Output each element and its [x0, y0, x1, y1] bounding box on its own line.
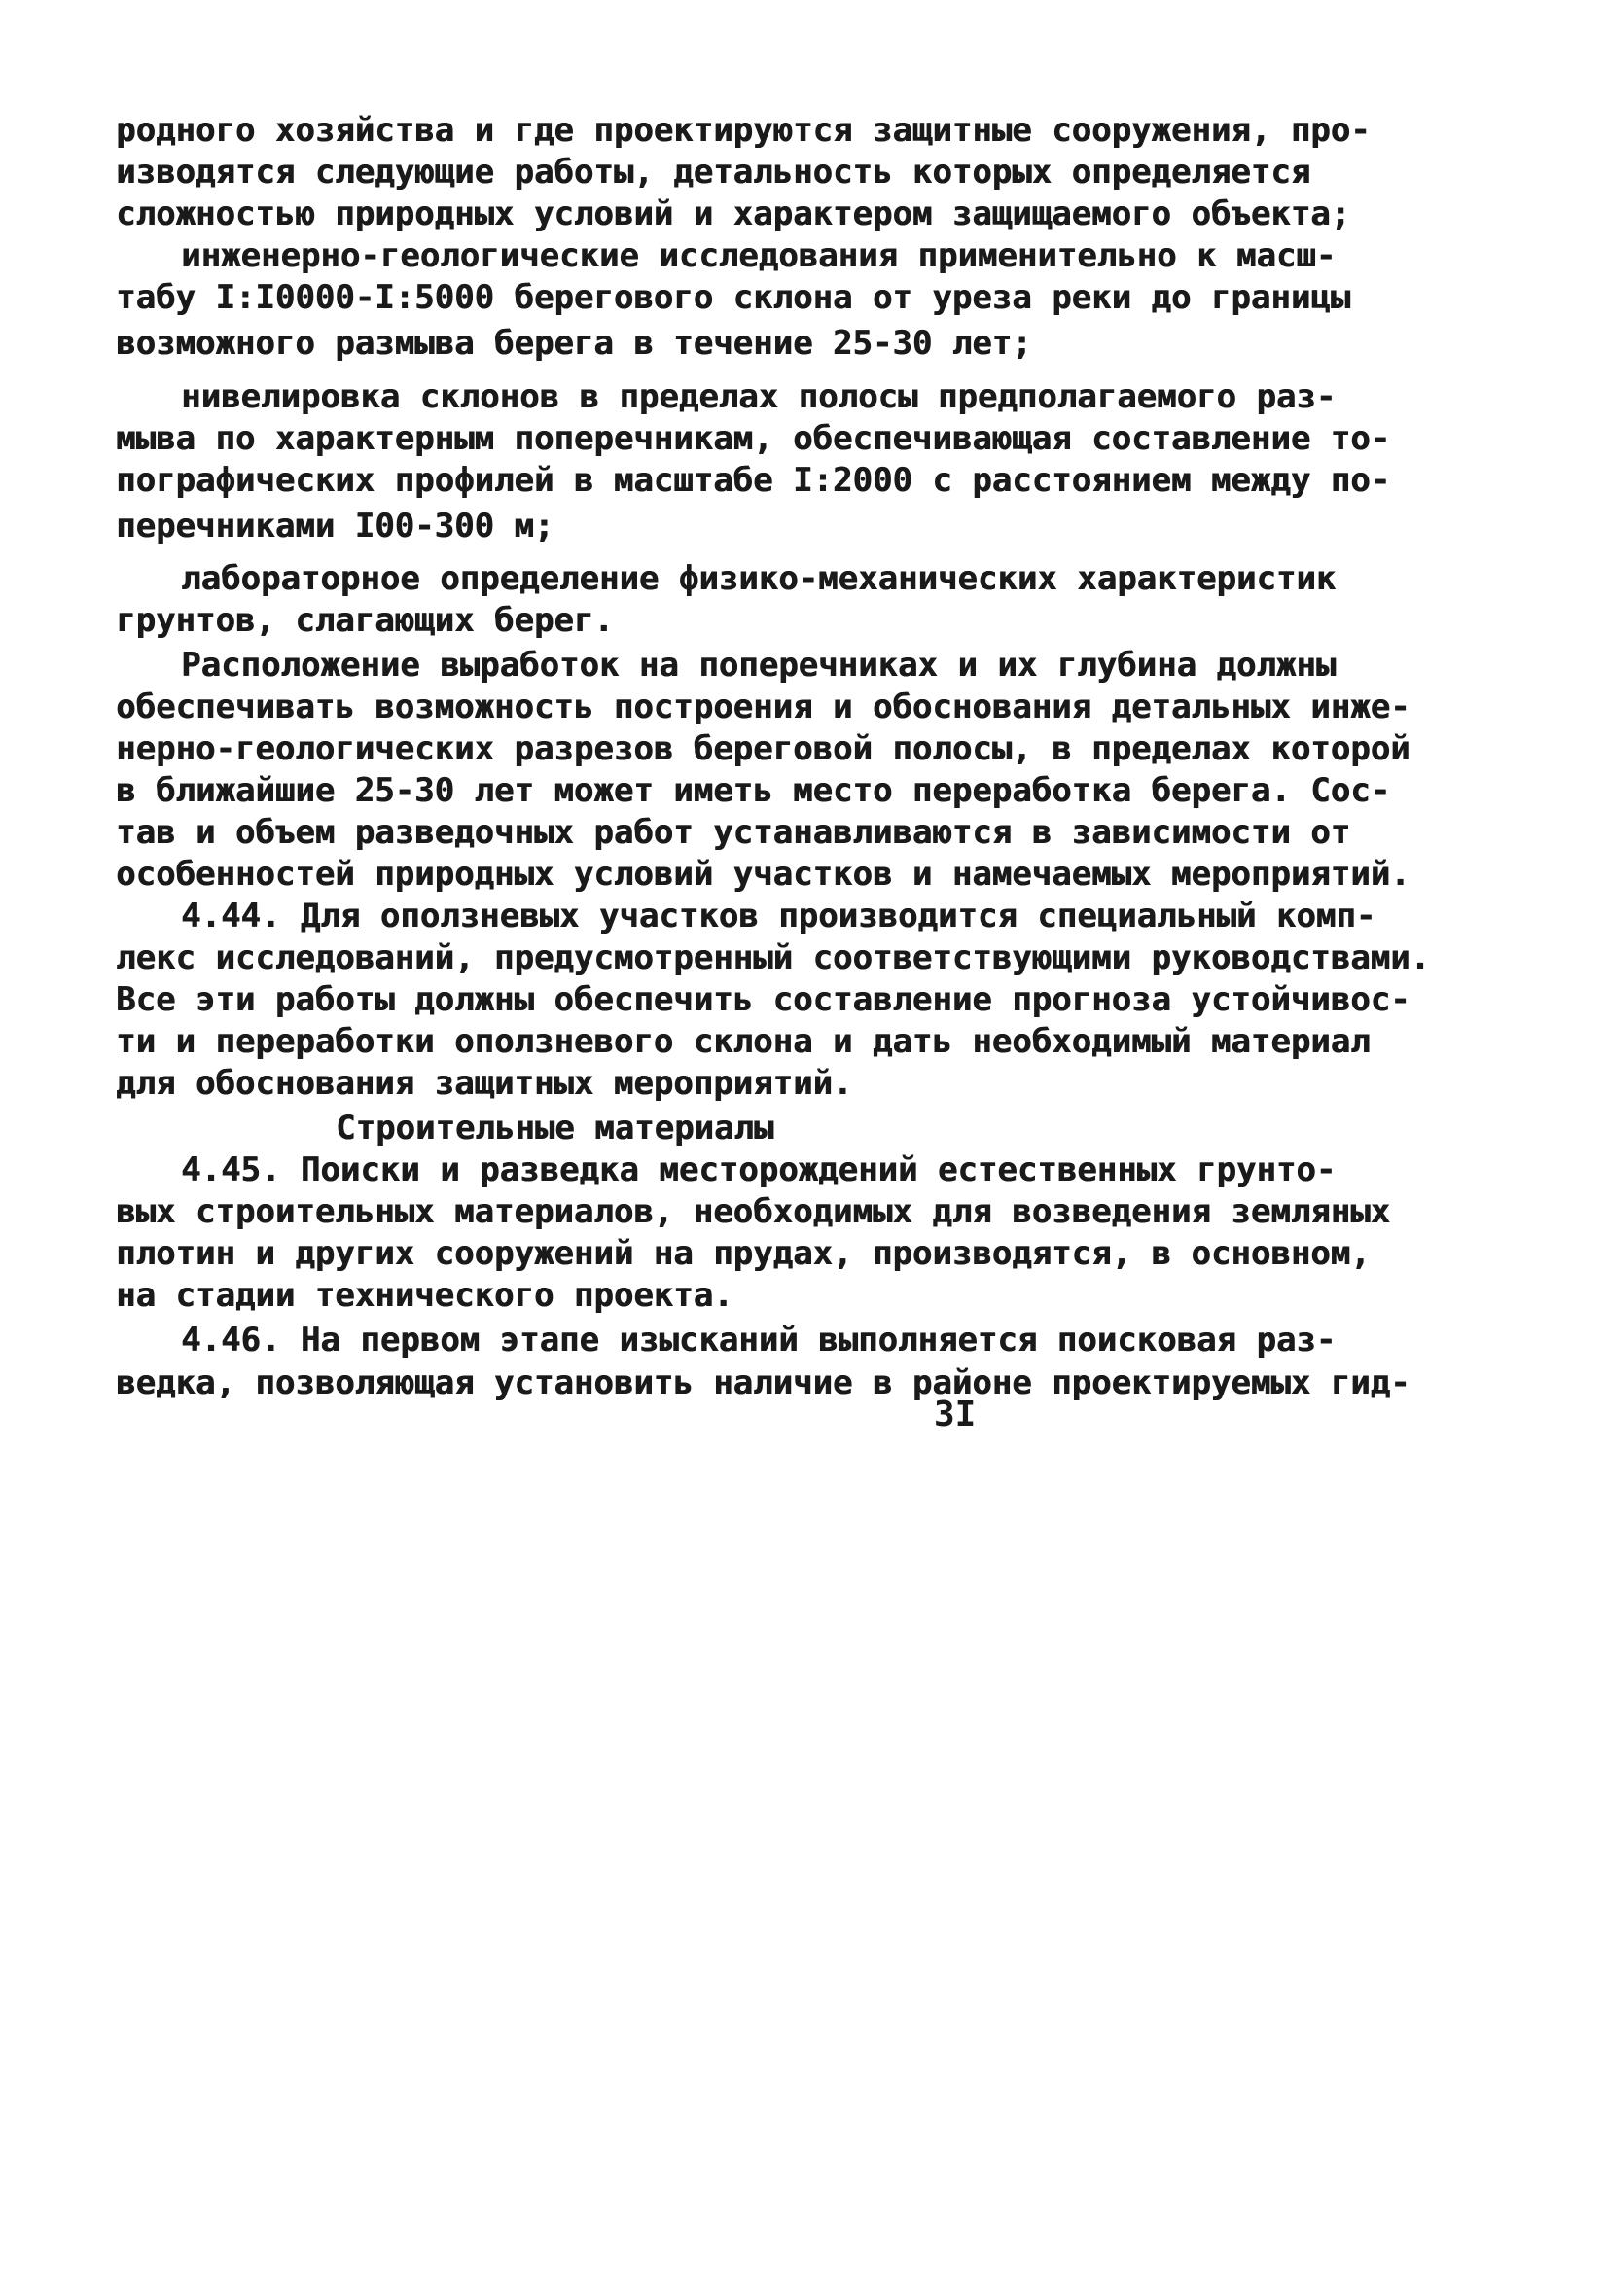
text-line-2: изводятся следующие работы, детальность которых определяется	[116, 153, 1311, 192]
section-heading: Строительные материалы	[336, 1109, 774, 1148]
text-line-7: нивелировка склонов в пределах полосы предполагаемого раз-	[181, 377, 1337, 416]
text-line-29: 4.46. На первом этапе изысканий выполняется поисковая раз-	[181, 1321, 1337, 1360]
text-line-20: лекс исследований, предусмотренный соответствующими руководствами.	[116, 938, 1431, 977]
text-line-11: лабораторное определение физико-механических характеристик	[181, 559, 1337, 598]
text-line-9: пографических профилей в масштабе I:2000 с расстоянием между по-	[116, 461, 1391, 500]
text-line-5: табу I:I0000-I:5000 берегового склона от уреза реки до границы	[116, 278, 1351, 317]
text-line-19: 4.44. Для оползневых участков производится специальный комп-	[181, 897, 1376, 936]
text-line-18: особенностей природных условий участков и намечаемых мероприятий.	[116, 855, 1411, 894]
text-line-13: Расположение выработок на поперечниках и их глубина должны	[181, 646, 1337, 685]
text-line-21: Все эти работы должны обеспечить составление прогноза устойчивос-	[116, 980, 1411, 1019]
text-line-23: для обоснования защитных мероприятий.	[116, 1064, 853, 1103]
text-line-27: плотин и других сооружений на прудах, производятся, в основном,	[116, 1234, 1371, 1273]
text-line-30: ведка, позволяющая установить наличие в районе проектируемых гид-	[116, 1363, 1411, 1402]
text-line-4: инженерно-геологические исследования применительно к масш-	[181, 236, 1337, 275]
text-line-17: тав и объем разведочных работ устанавливаются в зависимости от	[116, 813, 1351, 852]
text-line-22: ти и переработки оползневого склона и дать необходимый материал	[116, 1022, 1371, 1061]
text-line-15: нерно-геологических разрезов береговой полосы, в пределах которой	[116, 729, 1411, 768]
text-line-26: вых строительных материалов, необходимых для возведения земляных	[116, 1192, 1391, 1231]
text-line-8: мыва по характерным поперечникам, обеспечивающая составление то-	[116, 419, 1391, 458]
text-line-12: грунтов, слагающих берег.	[116, 601, 614, 640]
text-line-10: перечниками I00-300 м;	[116, 507, 554, 546]
text-line-1: родного хозяйства и где проектируются защитные сооружения, про-	[116, 111, 1371, 150]
page-number: 3I	[934, 1395, 977, 1434]
text-line-25: 4.45. Поиски и разведка месторождений естественных грунто-	[181, 1150, 1337, 1189]
text-line-6: возможного размыва берега в течение 25-30 лет;	[116, 324, 1032, 363]
text-line-16: в ближайшие 25-30 лет может иметь место переработка берега. Сос-	[116, 771, 1391, 810]
text-line-3: сложностью природных условий и характером защищаемого объекта;	[116, 194, 1351, 233]
text-line-14: обеспечивать возможность построения и обоснования детальных инже-	[116, 688, 1411, 726]
text-line-28: на стадии технического проекта.	[116, 1276, 733, 1315]
